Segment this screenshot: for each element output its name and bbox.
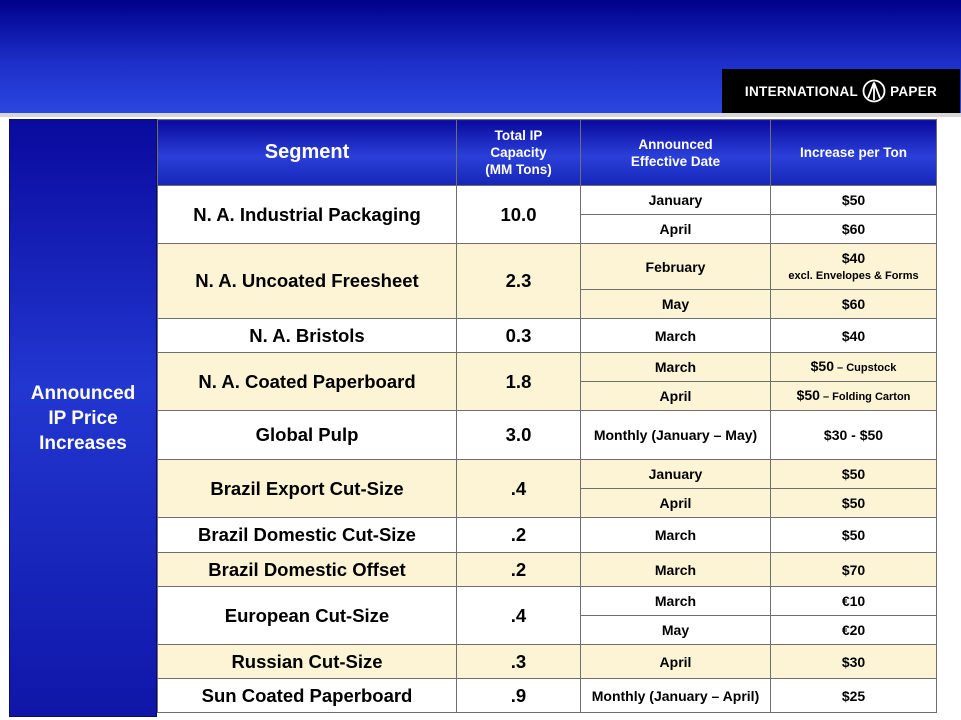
capacity-cell: 3.0 [457,411,581,460]
increase-cell [771,518,937,553]
increase-cell [771,553,937,587]
segment-cell: Brazil Export Cut-Size [158,460,457,518]
segment-cell: Global Pulp [158,411,457,460]
increase-cell [771,353,937,382]
increase-note: – Folding Carton [819,391,911,403]
increase-value: $60 [841,221,866,237]
effective-date-cell: April [581,489,771,518]
increase-value: €20 [841,622,866,638]
segment-cell: Brazil Domestic Offset [158,553,457,587]
segment-cell: European Cut-Size [158,587,457,645]
segment-cell: Russian Cut-Size [158,645,457,679]
table-row [158,679,937,713]
table-row [158,460,937,489]
table-row [158,587,937,616]
effective-date-cell: April [581,215,771,244]
increase-cell [771,411,937,460]
effective-date-cell: March [581,353,771,382]
increase-value: €10 [841,593,866,609]
table-row [158,645,937,679]
increase-cell [771,319,937,353]
increase-value: $50 [841,495,866,511]
capacity-cell: .2 [457,553,581,587]
segment-cell: N. A. Bristols [158,319,457,353]
effective-date-cell: May [581,290,771,319]
table-row [158,353,937,382]
banner-divider [0,113,961,117]
header-effective-date: Announced Effective Date [581,120,771,186]
effective-date-cell: March [581,518,771,553]
header-increase-per-ton: Increase per Ton [771,120,937,186]
capacity-cell: .3 [457,645,581,679]
logo-text-left: INTERNATIONAL [744,83,859,99]
table-body [158,186,937,713]
capacity-cell: 10.0 [457,186,581,244]
price-increase-table [157,119,937,713]
increase-note: – Cupstock [834,362,897,374]
ip-logo-icon [862,79,886,103]
effective-date-cell: May [581,616,771,645]
table-row [158,411,937,460]
effective-date-cell: January [581,460,771,489]
effective-date-cell: March [581,553,771,587]
capacity-cell: 0.3 [457,319,581,353]
effective-date-cell: March [581,587,771,616]
capacity-cell: .4 [457,587,581,645]
increase-value: $50 [796,387,820,403]
increase-value: $50 [841,527,866,543]
header-segment: Segment [158,120,457,186]
increase-cell [771,186,937,215]
increase-note: excl. Envelopes & Forms [788,269,919,282]
increase-cell [771,382,937,411]
table-row [158,244,937,290]
increase-cell [771,244,937,290]
increase-cell [771,587,937,616]
segment-cell: Brazil Domestic Cut-Size [158,518,457,553]
increase-value: $30 [841,653,866,670]
increase-cell [771,645,937,679]
capacity-cell: .2 [457,518,581,553]
effective-date-cell: April [581,382,771,411]
increase-cell [771,616,937,645]
table-row [158,186,937,215]
effective-date-cell: Monthly (January – May) [581,411,771,460]
increase-value: $50 [810,358,834,374]
logo-text-right: PAPER [890,83,938,99]
table-row [158,518,937,553]
table-header-row [158,120,937,186]
effective-date-cell: Monthly (January – April) [581,679,771,713]
segment-cell: N. A. Industrial Packaging [158,186,457,244]
increase-cell [771,215,937,244]
effective-date-cell: February [581,244,771,290]
segment-cell: Sun Coated Paperboard [158,679,457,713]
side-label: Announced IP Price Increases [30,382,136,454]
effective-date-cell: March [581,319,771,353]
effective-date-cell: April [581,645,771,679]
increase-value: $70 [841,561,866,578]
international-paper-logo [722,69,960,113]
table-row [158,319,937,353]
increase-cell [771,290,937,319]
capacity-cell: .4 [457,460,581,518]
increase-value: $40 [841,327,866,344]
side-label-panel [9,119,157,717]
increase-value: $50 [841,192,866,208]
increase-value: $30 - $50 [823,427,884,443]
capacity-cell: 1.8 [457,353,581,411]
increase-value: $25 [841,687,866,704]
increase-value: $40 [841,249,866,266]
increase-cell [771,460,937,489]
header-capacity: Total IP Capacity (MM Tons) [457,120,581,186]
segment-cell: N. A. Coated Paperboard [158,353,457,411]
increase-value: $50 [841,466,866,482]
effective-date-cell: January [581,186,771,215]
table-row [158,553,937,587]
increase-cell [771,489,937,518]
capacity-cell: 2.3 [457,244,581,319]
segment-cell: N. A. Uncoated Freesheet [158,244,457,319]
increase-value: $60 [841,296,866,312]
capacity-cell: .9 [457,679,581,713]
increase-cell [771,679,937,713]
